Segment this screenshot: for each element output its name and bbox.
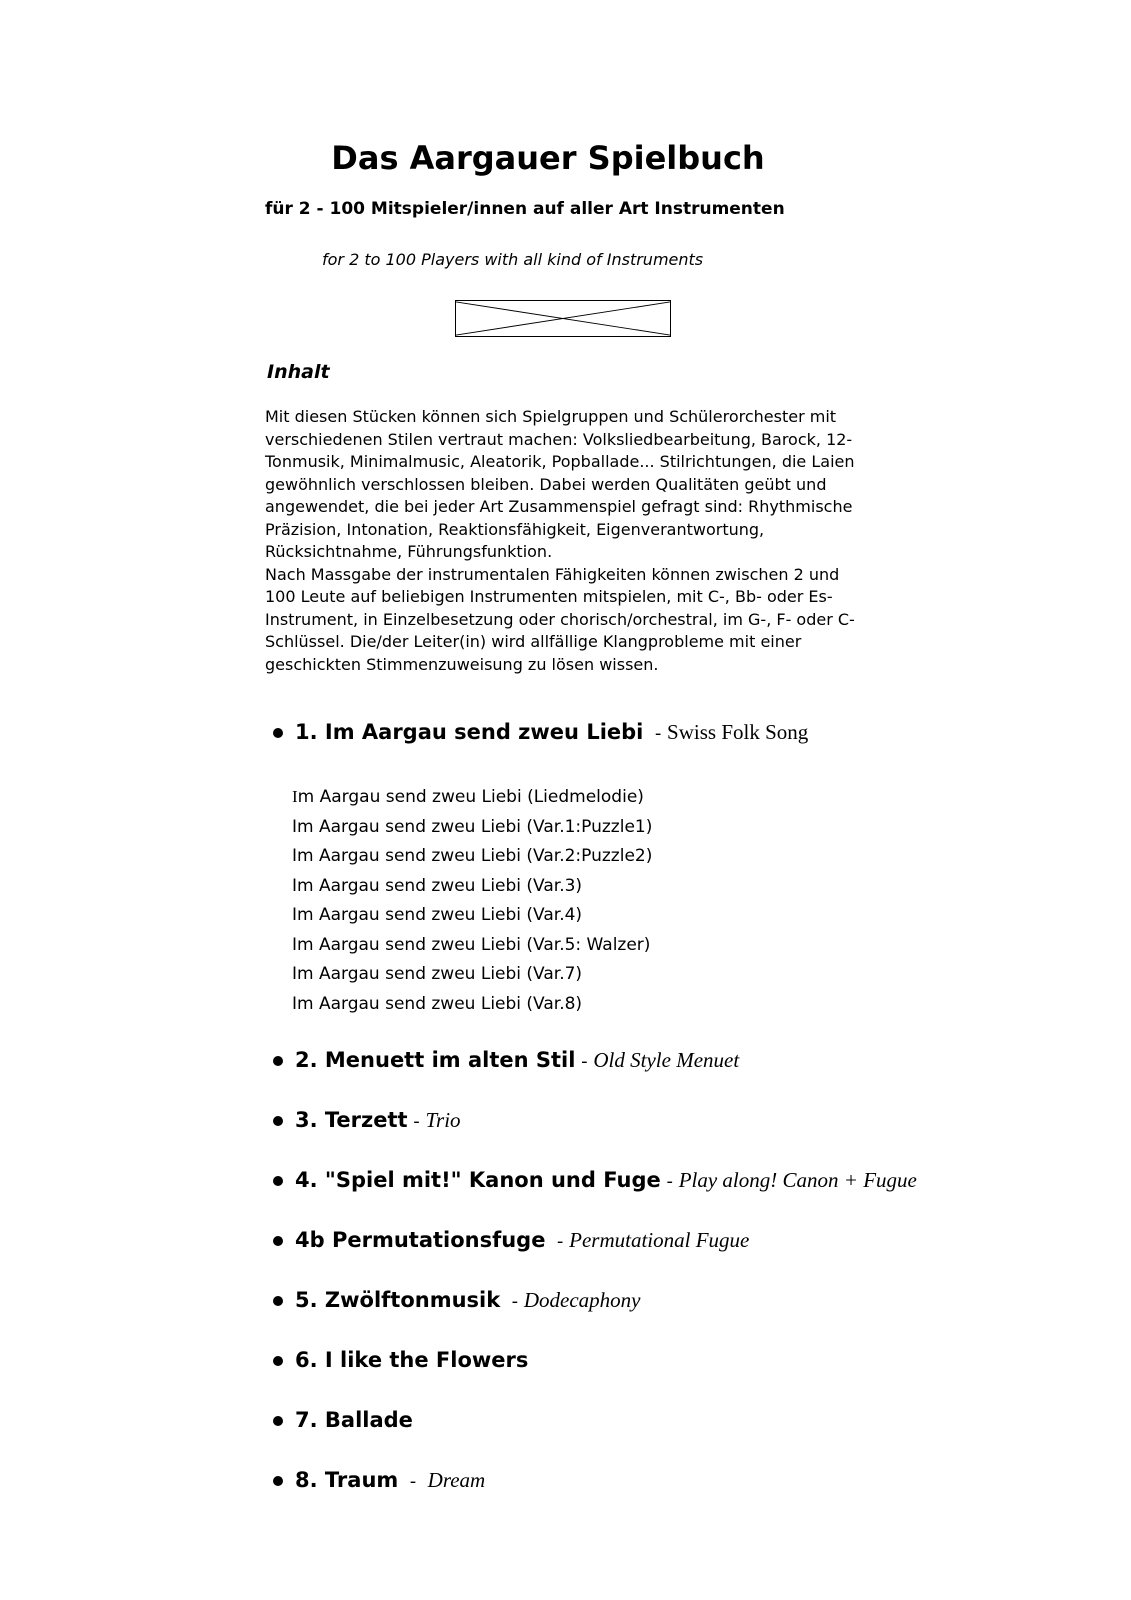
toc-item-separator: - [643,723,668,744]
toc-item-translation: Dodecaphony [523,1288,641,1312]
intro-line: Tonmusik, Minimalmusic, Aleatorik, Popballade... Stilrichtungen, die Laien [265,452,855,471]
toc-item-4b [265,1227,1131,1255]
movement-list-item: Im Aargau send zweu Liebi (Liedmelodie) [292,787,644,807]
toc-item-title: 7. Ballade [295,1408,413,1432]
toc-item-4 [265,1167,1131,1195]
toc-item-1 [265,719,1131,747]
subtitle-english: for 2 to 100 Players with all kind of Instruments [322,250,704,269]
toc-item-title: 3. Terzett [295,1108,408,1132]
intro-line: Mit diesen Stücken können sich Spielgruppen und Schülerorchester mit [265,407,837,426]
movement-list [292,782,1131,1019]
toc-item-separator: - [545,1231,570,1252]
bullet-icon [273,1176,283,1186]
intro-line: 100 Leute auf beliebigen Instrumenten mitspielen, mit C-, Bb- oder Es- [265,587,833,606]
intro-line: Präzision, Intonation, Reaktionsfähigkeit, Eigenverantwortung, [265,519,765,539]
toc-item-3 [265,1107,1131,1135]
intro-line: Rücksichtnahme, Führungsfunktion. [265,542,553,561]
intro-line: gewöhnlich verschlossen bleiben. Dabei werden Qualitäten geübt und [265,474,827,494]
toc-item-translation: Dream [427,1468,486,1492]
toc-item-separator: - [500,1291,524,1312]
toc-item-title: 4b Permutationsfuge [295,1228,546,1252]
bullet-icon [273,1296,283,1306]
toc-item-translation: Swiss Folk Song [667,720,809,744]
movement-list-item: Im Aargau send zweu Liebi (Var.3) [292,875,583,896]
movement-list-item: Im Aargau send zweu Liebi (Var.4) [292,905,583,925]
toc-item-6 [265,1347,1131,1375]
bullet-icon [273,1416,283,1426]
toc-item-8 [265,1467,1131,1495]
intro-line: Nach Massgabe der instrumentalen Fähigkeiten können zwischen 2 und [265,564,840,584]
toc-item-title: 8. Traum [295,1468,399,1492]
document-title: Das Aargauer Spielbuch [331,139,765,177]
toc-item-translation: Trio [425,1108,461,1132]
bullet-icon [273,1476,283,1486]
bullet-icon [273,1356,283,1366]
intro-line: Instrument, in Einzelbesetzung oder chorisch/orchestral, im G-, F- oder C- [265,609,855,629]
movement-list-item: Im Aargau send zweu Liebi (Var.2:Puzzle2) [292,846,653,866]
toc-item-separator: - [398,1471,428,1492]
subtitle-german: für 2 - 100 Mitspieler/innen auf aller Art Instrumenten [265,199,785,219]
table-of-contents [0,719,1131,1495]
toc-item-separator: - [407,1111,426,1132]
section-heading-inhalt: Inhalt [267,361,330,383]
bullet-icon [273,1056,283,1066]
toc-item-translation: Permutational Fugue [569,1228,750,1252]
intro-line: verschiedenen Stilen vertraut machen: Volksliedbearbeitung, Barock, 12- [265,429,853,449]
intro-line: angewendet, die bei jeder Art Zusammenspiel gefragt sind: Rhythmische [265,497,853,516]
toc-item-separator: - [660,1171,679,1192]
movement-list-item: Im Aargau send zweu Liebi (Var.5: Walzer) [292,934,651,955]
toc-item-title: 4. "Spiel mit!" Kanon und Fuge [295,1168,661,1192]
broken-image-x-icon [456,301,670,336]
toc-item-2 [265,1047,1131,1075]
toc-item-title: 6. I like the Flowers [295,1348,529,1372]
toc-item-7 [265,1407,1131,1435]
intro-line: geschickten Stimmenzuweisung zu lösen wissen. [265,654,659,674]
toc-item-title: 2. Menuett im alten Stil [295,1048,576,1072]
toc-item-separator: - [575,1051,594,1072]
intro-line: Schlüssel. Die/der Leiter(in) wird allfällige Klangprobleme mit einer [265,632,802,651]
movement-list-item: Im Aargau send zweu Liebi (Var.8) [292,993,583,1014]
toc-item-translation: Old Style Menuet [593,1048,740,1072]
toc-item-title: 5. Zwölftonmusik [295,1288,501,1312]
toc-item-title: 1. Im Aargau send zweu Liebi [295,720,644,744]
bullet-icon [273,1116,283,1126]
toc-item-5 [265,1287,1131,1315]
toc-item-translation: Play along! Canon + Fugue [678,1168,917,1192]
bullet-icon [273,728,283,738]
intro-paragraph [265,406,1131,676]
broken-image-placeholder [455,300,671,337]
movement-list-item: Im Aargau send zweu Liebi (Var.1:Puzzle1) [292,816,653,837]
bullet-icon [273,1236,283,1246]
movement-list-item: Im Aargau send zweu Liebi (Var.7) [292,964,583,984]
